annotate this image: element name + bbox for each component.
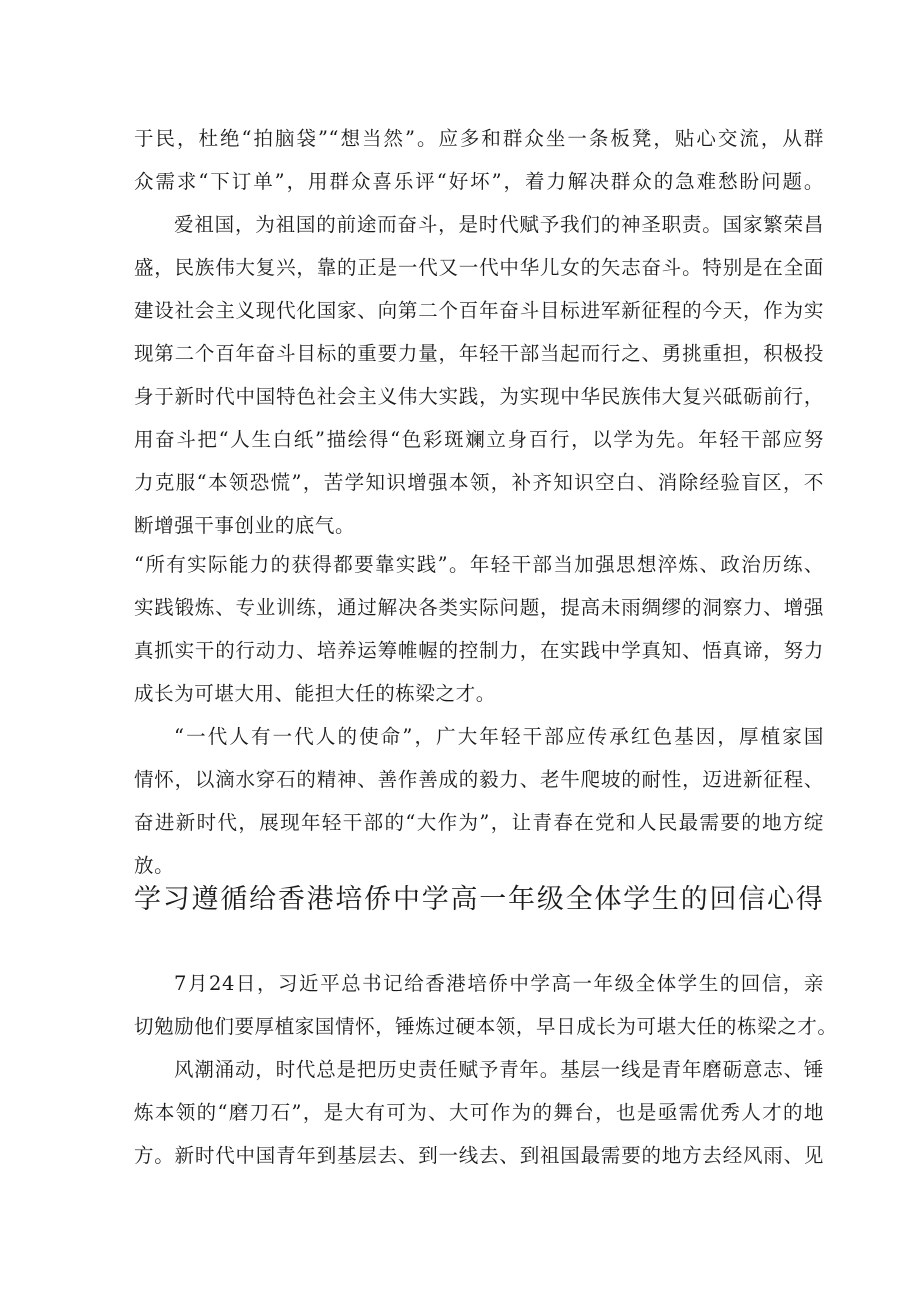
section-title: 学习遵循给香港培侨中学高一年级全体学生的回信心得	[134, 884, 824, 915]
paragraph-line: 用奋斗把“人生白纸”描绘得“色彩斑斓立身百行，以学为先。年轻干部应努	[134, 428, 824, 451]
paragraph-line: 情怀，以滴水穿石的精神、善作善成的毅力、老牛爬坡的耐性，迈进新征程、	[134, 768, 824, 791]
paragraph-line: 身于新时代中国特色社会主义伟大实践，为实现中华民族伟大复兴砥砺前行，	[134, 385, 824, 408]
paragraph-line: 奋进新时代，展现年轻干部的“大作为”，让青春在党和人民最需要的地方绽	[134, 811, 824, 834]
paragraph-line: 现第二个百年奋斗目标的重要力量，年轻干部当起而行之、勇挑重担，积极投	[134, 342, 824, 365]
paragraph-line: 放。	[134, 854, 175, 877]
paragraph-line: 爱祖国，为祖国的前途而奋斗，是时代赋予我们的神圣职责。国家繁荣昌	[174, 213, 824, 236]
paragraph-line: 7月24日，习近平总书记给香港培侨中学高一年级全体学生的回信，亲	[174, 972, 824, 995]
paragraph-line: 众需求“下订单”，用群众喜乐评“好坏”，着力解决群众的急难愁盼问题。	[134, 170, 824, 193]
paragraph-line: 成长为可堪大用、能担大任的栋梁之才。	[134, 682, 496, 705]
paragraph-line: 实践锻炼、专业训练，通过解决各类实际问题，提高未雨绸缪的洞察力、增强	[134, 596, 824, 619]
paragraph-line: 风潮涌动，时代总是把历史责任赋予青年。基层一线是青年磨砺意志、锤	[174, 1058, 824, 1081]
paragraph-line: 切勉励他们要厚植家国情怀，锤炼过硬本领，早日成长为可堪大任的栋梁之才。	[134, 1015, 838, 1038]
paragraph-line: 炼本领的“磨刀石”，是大有可为、大可作为的舞台，也是亟需优秀人才的地	[134, 1101, 824, 1124]
paragraph-line: 方。新时代中国青年到基层去、到一线去、到祖国最需要的地方去经风雨、见	[134, 1144, 824, 1167]
paragraph-line: 断增强干事创业的底气。	[134, 514, 356, 537]
paragraph-line: “所有实际能力的获得都要靠实践”。年轻干部当加强思想淬炼、政治历练、	[134, 553, 824, 576]
paragraph-line: 盛，民族伟大复兴，靠的正是一代又一代中华儿女的矢志奋斗。特别是在全面	[134, 256, 824, 279]
paragraph-line: 建设社会主义现代化国家、向第二个百年奋斗目标进军新征程的今天，作为实	[134, 299, 824, 322]
paragraph-line: “一代人有一代人的使命”，广大年轻干部应传承红色基因，厚植家国	[174, 725, 824, 748]
paragraph-line: 于民，杜绝“拍脑袋”“想当然”。应多和群众坐一条板凳，贴心交流，从群	[134, 127, 824, 150]
paragraph-line: 力克服“本领恐慌”，苦学知识增强本领，补齐知识空白、消除经验盲区，不	[134, 471, 824, 494]
paragraph-line: 真抓实干的行动力、培养运筹帷幄的控制力，在实践中学真知、悟真谛，努力	[134, 639, 824, 662]
